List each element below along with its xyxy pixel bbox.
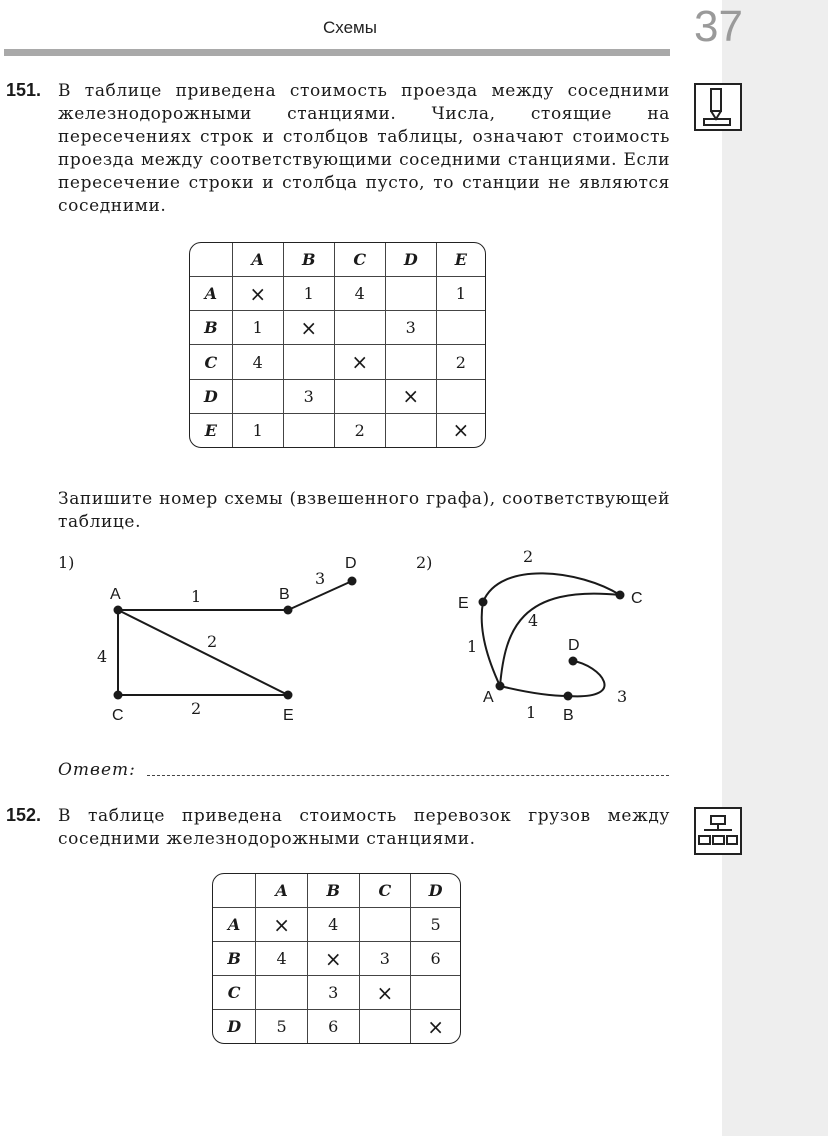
table-corner-cell bbox=[213, 874, 256, 908]
edge-weight: 2 bbox=[191, 699, 202, 718]
column-header: A bbox=[233, 243, 284, 277]
table-cell bbox=[386, 414, 437, 447]
table-cell: 3 bbox=[360, 942, 412, 976]
table-row bbox=[190, 380, 485, 414]
column-header: A bbox=[256, 874, 308, 908]
flowchart-icon-graphic bbox=[696, 809, 740, 853]
table-cell bbox=[233, 380, 284, 414]
table-row bbox=[213, 976, 460, 1010]
cost-table-152 bbox=[212, 873, 461, 1044]
answer-label: Ответ: bbox=[58, 760, 136, 780]
table-corner-cell bbox=[190, 243, 233, 277]
table-cell bbox=[360, 908, 412, 942]
node-d bbox=[348, 577, 357, 586]
table-cell: × bbox=[335, 345, 386, 379]
table-cell bbox=[360, 1010, 412, 1043]
table-cell: 5 bbox=[411, 908, 460, 942]
edge-weight: 3 bbox=[315, 569, 326, 588]
table-cell: 2 bbox=[437, 345, 485, 379]
row-header: C bbox=[190, 345, 233, 379]
edge-weight: 4 bbox=[97, 647, 108, 666]
table-cell bbox=[284, 414, 335, 447]
node-label-d: D bbox=[568, 637, 580, 654]
column-header: C bbox=[360, 874, 412, 908]
page-number: 37 bbox=[694, 2, 743, 51]
edge-weight: 4 bbox=[528, 611, 539, 630]
scheme-2-graph bbox=[458, 547, 643, 724]
table-cell bbox=[335, 380, 386, 414]
scheme-1-graph bbox=[97, 555, 357, 724]
node-c bbox=[616, 591, 625, 600]
table-cell: 6 bbox=[308, 1010, 360, 1043]
row-header: A bbox=[190, 277, 233, 311]
edge-weight: 3 bbox=[617, 687, 628, 706]
table-header-row bbox=[190, 243, 485, 277]
table-cell: 1 bbox=[233, 311, 284, 345]
row-header: C bbox=[213, 976, 256, 1010]
table-cell: 4 bbox=[233, 345, 284, 379]
edge-weight: 1 bbox=[467, 637, 478, 656]
node-a bbox=[114, 606, 123, 615]
pencil-print-icon-graphic bbox=[696, 85, 740, 129]
table-row bbox=[190, 414, 485, 447]
edge-weight: 1 bbox=[191, 587, 202, 606]
table-cell: × bbox=[284, 311, 335, 345]
edge-b-d bbox=[568, 661, 605, 696]
cost-table-151 bbox=[189, 242, 486, 448]
table-cell bbox=[284, 345, 335, 379]
table-cell: 3 bbox=[308, 976, 360, 1010]
header-title: Схемы bbox=[323, 18, 377, 37]
task-152-number: 152. bbox=[6, 805, 42, 825]
table-cell bbox=[386, 277, 437, 311]
table-cell: × bbox=[360, 976, 412, 1010]
table-cell: × bbox=[427, 1014, 444, 1039]
node-b bbox=[284, 606, 293, 615]
table-cell: 1 bbox=[284, 277, 335, 311]
table-cell: × bbox=[452, 418, 470, 443]
edge-weight: 2 bbox=[523, 547, 534, 566]
table-cell: 1 bbox=[437, 277, 485, 311]
table-cell bbox=[411, 976, 460, 1010]
edge-weight: 2 bbox=[207, 632, 218, 651]
table-cell: × bbox=[308, 942, 360, 976]
row-header: D bbox=[190, 380, 233, 414]
task-151-instruction: Запишите номер схемы (взвешенного графа), соответствующей таблице. bbox=[58, 489, 670, 532]
table-cell: 2 bbox=[335, 414, 386, 447]
table-cell bbox=[256, 976, 308, 1010]
row-header: B bbox=[213, 942, 256, 976]
row-header: B bbox=[190, 311, 233, 345]
table-cell: 4 bbox=[335, 277, 386, 311]
node-a bbox=[496, 682, 505, 691]
table-cell: × bbox=[233, 277, 284, 311]
edge-weight: 1 bbox=[526, 703, 537, 722]
table-row bbox=[213, 1010, 460, 1043]
node-label-d: D bbox=[345, 555, 357, 572]
node-e bbox=[284, 691, 293, 700]
table-cell: 6 bbox=[411, 942, 460, 976]
node-e bbox=[479, 598, 488, 607]
table-cell: 5 bbox=[256, 1010, 308, 1043]
node-label-c: C bbox=[112, 707, 124, 724]
column-header: B bbox=[308, 874, 360, 908]
node-label-a: A bbox=[483, 689, 494, 706]
table-row bbox=[213, 942, 460, 976]
task-152-text: В таблице приведена стоимость перевозок грузов между соседними железнодорожными станциями. bbox=[58, 806, 670, 849]
row-header: E bbox=[190, 414, 233, 447]
node-label-b: B bbox=[563, 707, 574, 724]
table-row bbox=[190, 345, 485, 379]
edge-a-c bbox=[500, 594, 620, 686]
table-cell: 4 bbox=[256, 942, 308, 976]
table-cell: 1 bbox=[233, 414, 284, 447]
edge-e-c bbox=[483, 573, 620, 602]
table-cell: 3 bbox=[386, 311, 437, 345]
column-header: C bbox=[335, 243, 386, 277]
row-header: A bbox=[213, 908, 256, 942]
column-header: B bbox=[284, 243, 335, 277]
column-header: D bbox=[411, 874, 460, 908]
edge-a-e bbox=[118, 610, 288, 695]
column-header: E bbox=[437, 243, 485, 277]
table-cell: × bbox=[386, 380, 437, 414]
table-cell: × bbox=[256, 908, 308, 942]
task-151-number: 151. bbox=[6, 80, 42, 100]
flowchart-icon bbox=[694, 807, 742, 855]
edge-a-b bbox=[500, 686, 568, 696]
table-cell bbox=[437, 380, 485, 414]
node-label-b: B bbox=[279, 586, 290, 603]
node-label-c: C bbox=[631, 590, 643, 607]
node-label-e: E bbox=[458, 595, 469, 612]
scheme-1-label: 1) bbox=[58, 553, 75, 572]
table-row bbox=[190, 277, 485, 311]
node-c bbox=[114, 691, 123, 700]
table-cell bbox=[386, 345, 437, 379]
edge-e-a bbox=[482, 602, 500, 686]
node-b bbox=[564, 692, 573, 701]
table-cell: 3 bbox=[284, 380, 335, 414]
table-header-row bbox=[213, 874, 460, 908]
row-header: D bbox=[213, 1010, 256, 1043]
table-cell bbox=[335, 311, 386, 345]
header-rule bbox=[4, 49, 670, 56]
table-row bbox=[190, 311, 485, 345]
column-header: D bbox=[386, 243, 437, 277]
table-row bbox=[213, 908, 460, 942]
table-cell bbox=[437, 311, 485, 345]
node-label-e: E bbox=[283, 707, 294, 724]
graph-schemes bbox=[0, 540, 700, 740]
answer-line[interactable] bbox=[147, 775, 669, 776]
margin-sidebar bbox=[722, 0, 828, 1136]
node-d bbox=[569, 657, 578, 666]
task-151-text: В таблице приведена стоимость проезда между соседними железнодорожными станциями. Числа, стоящие на пересечениях строк и столбцов таблицы, означают стоимость проезда между соответствующими соседними станциями. Если пересечение строки и столбца пусто, то станции не являются соседними. bbox=[58, 81, 670, 216]
scheme-2-label: 2) bbox=[416, 553, 433, 572]
node-label-a: A bbox=[110, 586, 121, 603]
table-cell: 4 bbox=[308, 908, 360, 942]
pencil-print-icon bbox=[694, 83, 742, 131]
